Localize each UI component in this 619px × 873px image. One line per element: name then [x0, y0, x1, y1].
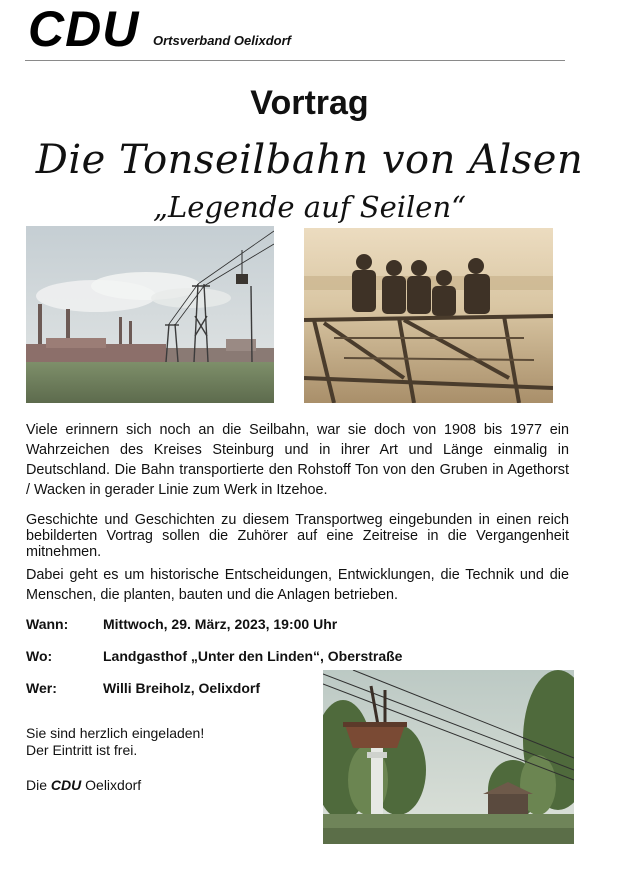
cdu-logo: CDU — [28, 1, 140, 57]
signature-line — [26, 777, 141, 794]
talk-topics-paragraph: Dabei geht es um historische Entscheidungen, Entwicklungen, die Technik und die Menschen, die planten, bauten und die Anlagen betrieben. — [26, 567, 569, 603]
wer-label: Wer: — [26, 680, 57, 696]
free-entry-line: Der Eintritt ist frei. — [26, 742, 138, 758]
signature-party: CDU — [50, 777, 82, 793]
talk-subtitle: „Legende auf Seilen“ — [153, 190, 466, 224]
cableway-bucket-photo — [323, 670, 574, 844]
intro-paragraph: Viele erinnern sich noch an die Seilbahn, war sie doch von 1908 bis 1977 ein Wahrzeichen des Kreises Steinburg und in ihrer Art und Länge einmalig in Deutschland. Die Bahn transportierte den Rohstoff Ton von den Gruben in Agethorst / Wacken in gerader Linie zum Werk in Itzehoe. — [26, 422, 569, 498]
invitation-line: Sie sind herzlich eingeladen! — [26, 725, 205, 741]
event-type-heading: Vortrag — [250, 84, 369, 122]
signature-prefix: Die — [26, 777, 48, 793]
talk-title: Die Tonseilbahn von Alsen — [35, 137, 584, 183]
wo-label: Wo: — [26, 648, 53, 664]
talk-description-paragraph: Geschichte und Geschichten zu diesem Transportweg eingebunden in einen reich bebilderten Vortrag sollen die Zuhörer auf eine Zeitreise in die Vergangenheit mitnehmen. — [26, 512, 569, 560]
wann-label: Wann: — [26, 616, 69, 632]
signature-suffix: Oelixdorf — [85, 777, 142, 793]
workers-sepia-photo — [304, 228, 553, 403]
factory-cableway-photo — [26, 226, 274, 403]
wer-value: Willi Breiholz, Oelixdorf — [103, 680, 261, 696]
ortsverband-label: Ortsverband Oelixdorf — [153, 33, 291, 48]
wann-value: Mittwoch, 29. März, 2023, 19:00 Uhr — [103, 616, 338, 632]
wo-value: Landgasthof „Unter den Linden“, Oberstraße — [103, 648, 403, 664]
header-divider — [25, 60, 565, 61]
